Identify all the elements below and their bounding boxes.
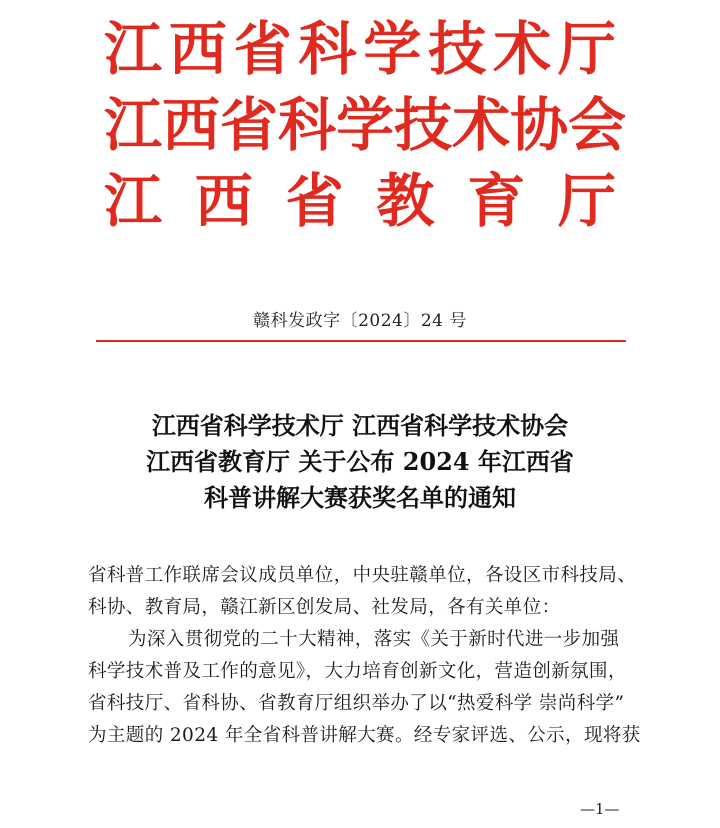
title-line: 江西省教育厅 关于公布 2024 年江西省 [146,447,574,476]
body-line: 省科普工作联席会议成员单位，中央驻赣单位，各设区市科技局、 [88,565,637,586]
issuer-char: 西 [162,91,221,159]
issuer-char: 术 [452,91,511,159]
body-line: 为主题的 2024 年全省科普讲解大赛。经专家评选、公示，现将获 [88,725,641,746]
issuer-char: 会 [568,91,627,159]
issuer-char: 西 [194,167,253,235]
issuer-char: 厅 [557,167,616,235]
document-body [88,560,641,752]
title-line: 科普讲解大赛获奖名单的通知 [204,483,516,512]
issuer-char: 科 [298,15,357,83]
issuer-char: 技 [394,91,453,159]
issuer-char: 省 [220,91,279,159]
issuer-char: 厅 [557,15,616,83]
issuer-char: 协 [510,91,569,159]
issuer-name [104,166,616,236]
issuer-char: 江 [104,15,163,83]
document-title [0,408,720,516]
body-line: 省科技厅、省科协、省教育厅组织举办了以“热爱科学 崇尚科学” [88,693,625,714]
issuer-char: 江 [104,91,163,159]
title-line: 江西省科学技术厅 江西省科学技术协会 [151,411,569,440]
issuer-char: 西 [168,15,227,83]
red-divider [96,340,626,342]
issuer-char: 学 [336,91,395,159]
issuer-char: 江 [104,167,163,235]
document-number: 赣科发政字〔2024〕24 号 [253,311,467,331]
issuer-name [104,90,627,160]
issuer-char: 技 [428,15,487,83]
issuer-char: 术 [493,15,552,83]
page-number: —1— [580,800,620,818]
issuer-char: 省 [233,15,292,83]
issuer-char: 科 [278,91,337,159]
body-line: 为深入贯彻党的二十大精神，落实《关于新时代进一步加强 [128,629,620,650]
issuer-char: 学 [363,15,422,83]
issuer-char: 省 [285,167,344,235]
issuer-char: 育 [467,167,526,235]
body-line: 科学技术普及工作的意见》，大力培育创新文化，营造创新氛围， [88,661,627,682]
body-line: 科协、教育局，赣江新区创发局、社发局，各有关单位： [88,597,561,618]
issuer-name [104,14,616,84]
issuer-char: 教 [376,167,435,235]
